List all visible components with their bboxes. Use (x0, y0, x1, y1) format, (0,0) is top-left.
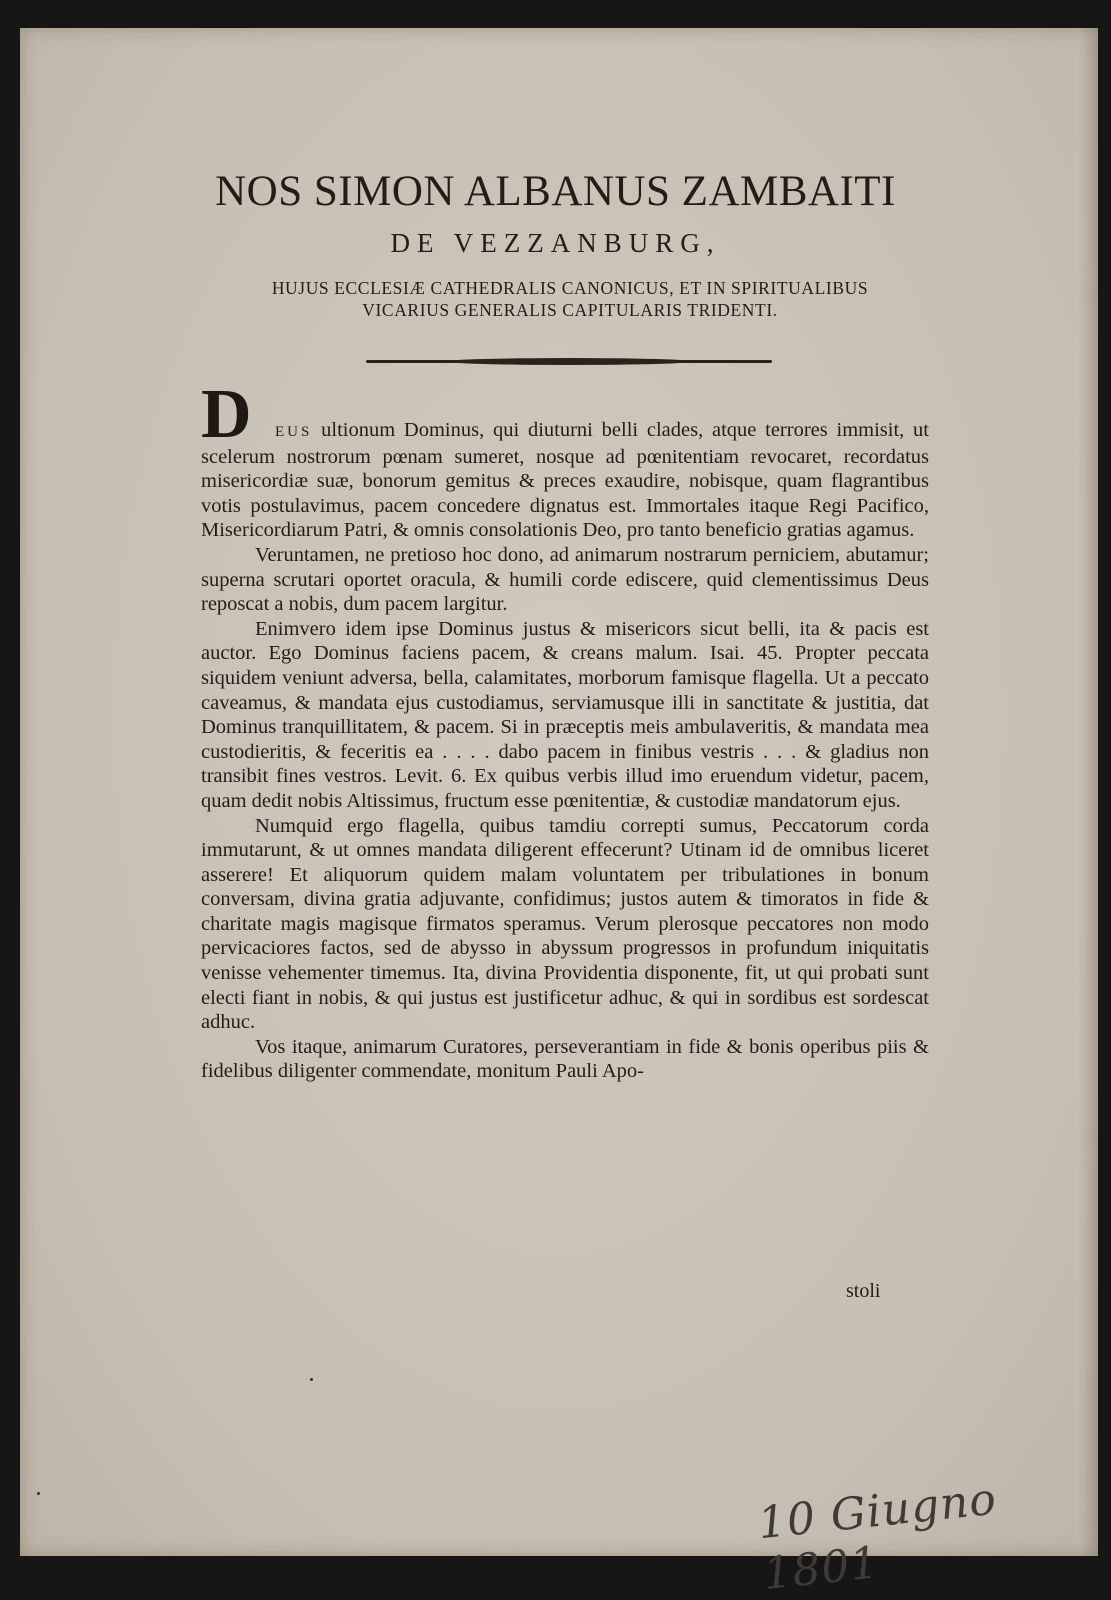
office-description (200, 277, 940, 321)
paragraph-2: Veruntamen, ne pretioso hoc dono, ad animarum nostrarum perniciem, abutamur; superna scrutari oportet oracula, & humili corde ediscere, quid clementissimus Deus reposcat a nobis, dum pacem largitur. (201, 543, 929, 616)
ink-speck (310, 1378, 313, 1381)
paragraph-1 (201, 376, 930, 543)
ornamental-rule (366, 360, 772, 363)
sheet-edge-shadow (1076, 28, 1098, 1556)
paragraph-text: ultionum Dominus, qui diuturni belli clades, atque terrores immisit, ut scelerum nostrorum pœnam sumeret, nosque ad pœnitentiam revocaret, recordatus misericordiæ suæ, bonorum gemitus & preces exaudire, nobisque, quam flagrantibus votis postulavimus, pacem concedere dignatus est. Immortales itaque Regi Pacifico, Misericordiarum Patri, & omnis consolationis Deo, pro tanto beneficio gratias agamus. (201, 419, 930, 542)
handwritten-date: 10 Giugno 1801 (755, 1473, 1000, 1600)
office-line-1: HUJUS ECCLESIÆ CATHEDRALIS CANONICUS, ET IN SPIRITUALIBUS (271, 278, 869, 298)
paragraph-4: Numquid ergo flagella, quibus tamdiu correpti sumus, Peccatorum corda immutarunt, & ut omnes mandata diligerent effecerunt? Utinam id de omnibus liceret asserere! Et aliquorum quidem malam voluntatem per tribulationes in bonum conversam, divina gratia adjuvante, confidimus; justos autem & timoratos in fide & charitate magis magisque firmatos speramus. Verum plerosque peccatores non modo pervicaciores factos, sed de abysso in abyssum progressos in profundum iniquitatis venisse vehementer timemus. Ita, divina Providentia disponente, fit, ut qui probati sunt electi fiant in nobis, & qui justus est justificetur adhuc, & qui in sordibus est sordescat adhuc. (201, 814, 929, 1034)
paragraph-3: Enimvero idem ipse Dominus justus & misericors sicut belli, ita & pacis est auctor. Ego Dominus faciens pacem, & creans malum. Isai. 45. Propter peccata siquidem veniunt adversa, bella, calamitates, morborum famisque flagella. Ut a peccato caveamus, & mandata ejus custodiamus, serviamusque illi in sanctitate & justitia, dat Dominus tranquillitatem, & pacem. Si in præceptis meis ambulaveritis, & mandata mea custodieritis, & feceritis ea . . . . dabo pacem in finibus vestris . . . & gladius non transibit fines vestros. Levit. 6. Ex quibus verbis illud imo eruendum videtur, pacem, quam dedit nobis Altissimus, fructum esse pœnitentiæ, & custodiæ mandatorum ejus. (201, 617, 929, 812)
paragraph-5: Vos itaque, animarum Curatores, perseverantiam in fide & bonis operibus piis & fidelibus diligenter commendate, monitum Pauli Apo- (201, 1035, 929, 1083)
document-title: NOS SIMON ALBANUS ZAMBAITI (215, 168, 896, 215)
office-line-2: VICARIUS GENERALIS CAPITULARIS TRIDENTI. (362, 300, 778, 320)
document-body (201, 376, 930, 1084)
drop-cap: D (201, 376, 252, 453)
catchword: stoli (846, 1280, 881, 1302)
ink-speck (37, 1492, 40, 1495)
document-subtitle: DE VEZZANBURG, (390, 228, 721, 258)
first-word: EUS (275, 424, 313, 440)
